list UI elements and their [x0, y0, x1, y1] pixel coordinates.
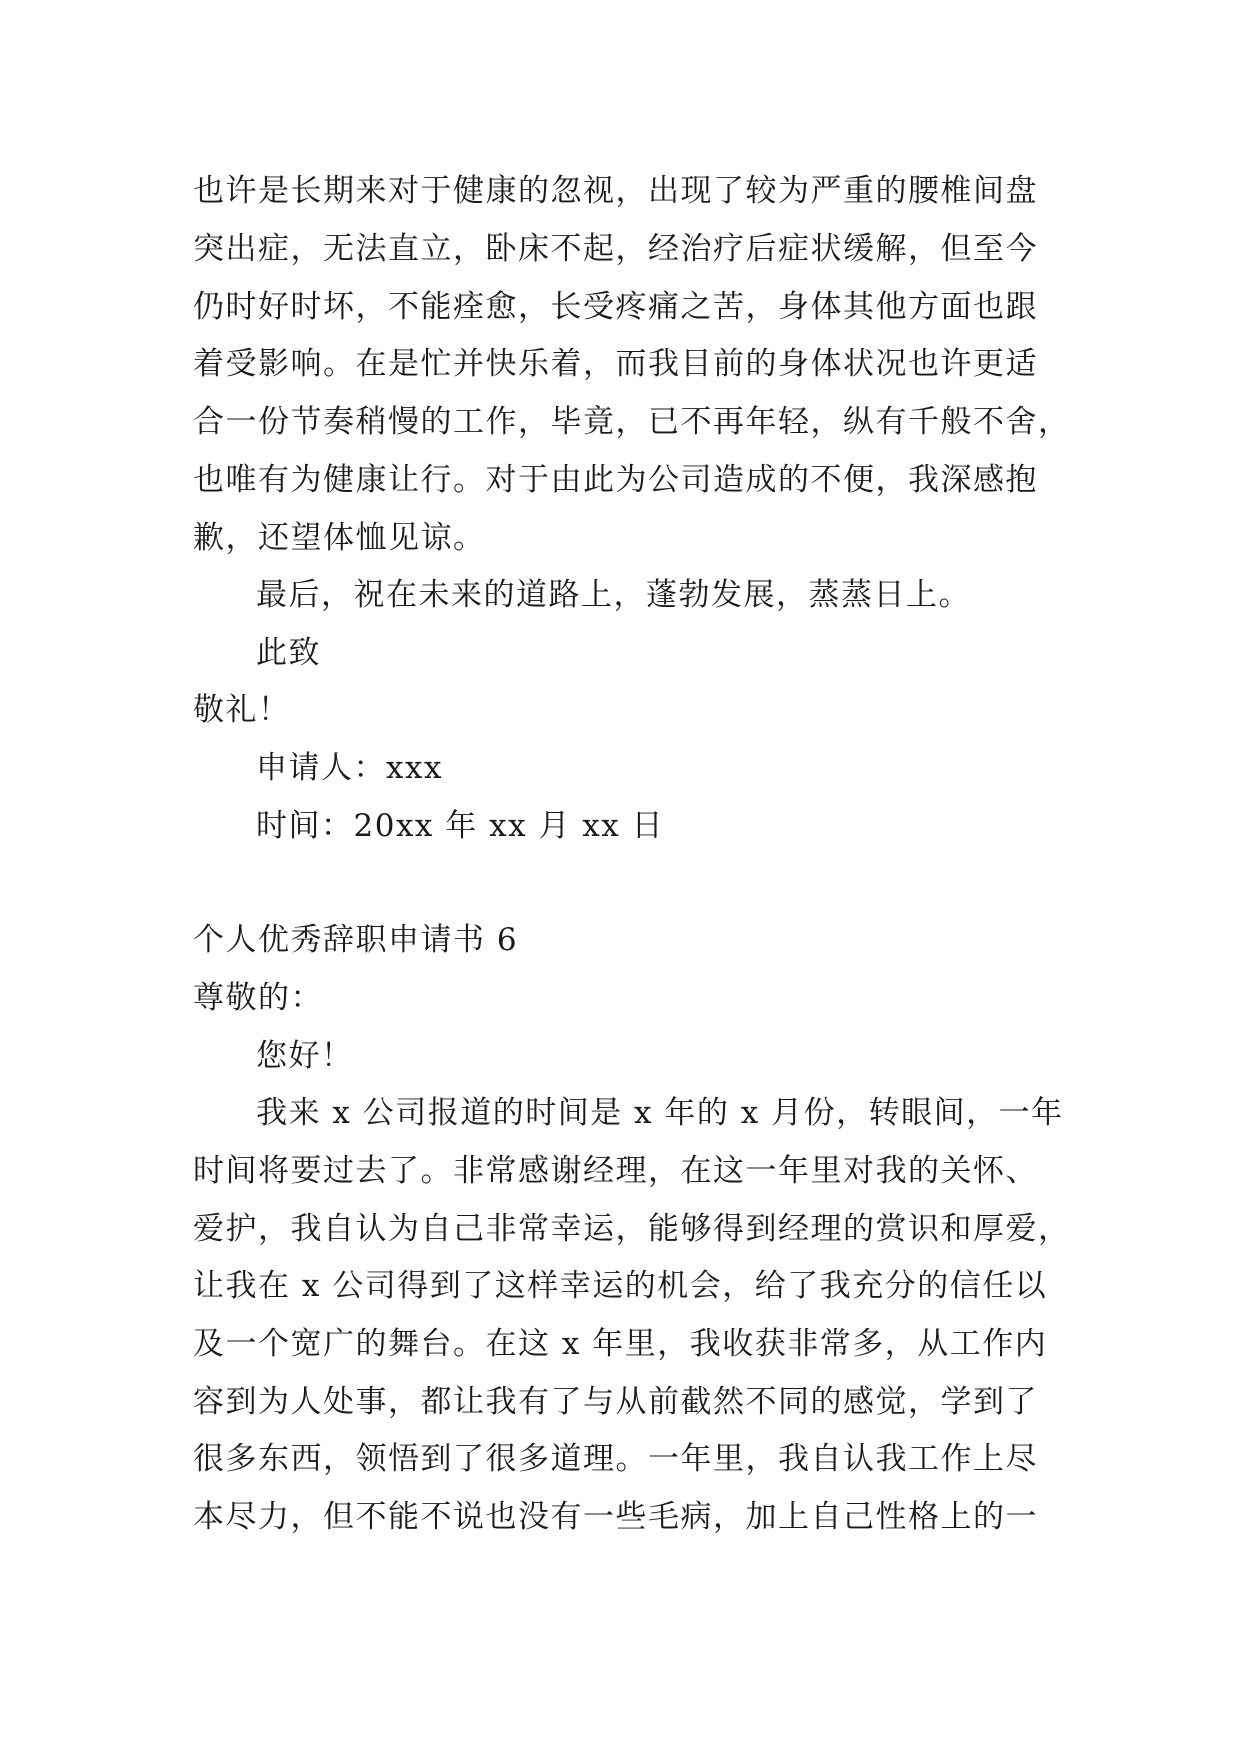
paragraph-line: 突出症，无法直立，卧床不起，经治疗后症状缓解，但至今 [193, 231, 1038, 267]
greeting: 尊敬的： [193, 980, 323, 1016]
paragraph-line: 合一份节奏稍慢的工作，毕竟，已不再年轻，纵有千般不舍， [193, 404, 1071, 440]
paragraph-line: 我来 x 公司报道的时间是 x 年的 x 月份，转眼间，一年 [256, 1095, 1064, 1131]
closing-wish: 最后，祝在未来的道路上，蓬勃发展，蒸蒸日上。 [256, 577, 971, 613]
paragraph-line: 歉，还望体恤见谅。 [193, 520, 486, 556]
paragraph-line: 本尽力，但不能不说也没有一些毛病，加上自己性格上的一 [193, 1499, 1038, 1535]
paragraph-line: 及一个宽广的舞台。在这 x 年里，我收获非常多，从工作内 [193, 1326, 1048, 1362]
hello-line: 您好！ [256, 1038, 354, 1074]
paragraph-line: 爱护，我自认为自己非常幸运，能够得到经理的赏识和厚爱， [193, 1211, 1071, 1247]
paragraph-line: 很多东西，领悟到了很多道理。一年里，我自认我工作上尽 [193, 1441, 1038, 1477]
paragraph-line: 也许是长期来对于健康的忽视，出现了较为严重的腰椎间盘 [193, 173, 1038, 209]
section-title: 个人优秀辞职申请书 6 [193, 922, 519, 958]
paragraph-line: 容到为人处事，都让我有了与从前截然不同的感觉，学到了 [193, 1384, 1038, 1420]
applicant-line: 申请人：xxx [256, 750, 443, 786]
paragraph-line: 也唯有为健康让行。对于由此为公司造成的不便，我深感抱 [193, 462, 1038, 498]
salutation-line-1: 此致 [256, 635, 321, 671]
date-line: 时间：20xx 年 xx 月 xx 日 [256, 808, 665, 844]
paragraph-line: 让我在 x 公司得到了这样幸运的机会，给了我充分的信任以 [193, 1268, 1048, 1304]
paragraph-line: 时间将要过去了。非常感谢经理，在这一年里对我的关怀、 [193, 1153, 1038, 1189]
paragraph-line: 着受影响。在是忙并快乐着，而我目前的身体状况也许更适 [193, 346, 1038, 382]
salutation-line-2: 敬礼！ [193, 692, 291, 728]
paragraph-line: 仍时好时坏，不能痊愈，长受疼痛之苦，身体其他方面也跟 [193, 289, 1038, 325]
